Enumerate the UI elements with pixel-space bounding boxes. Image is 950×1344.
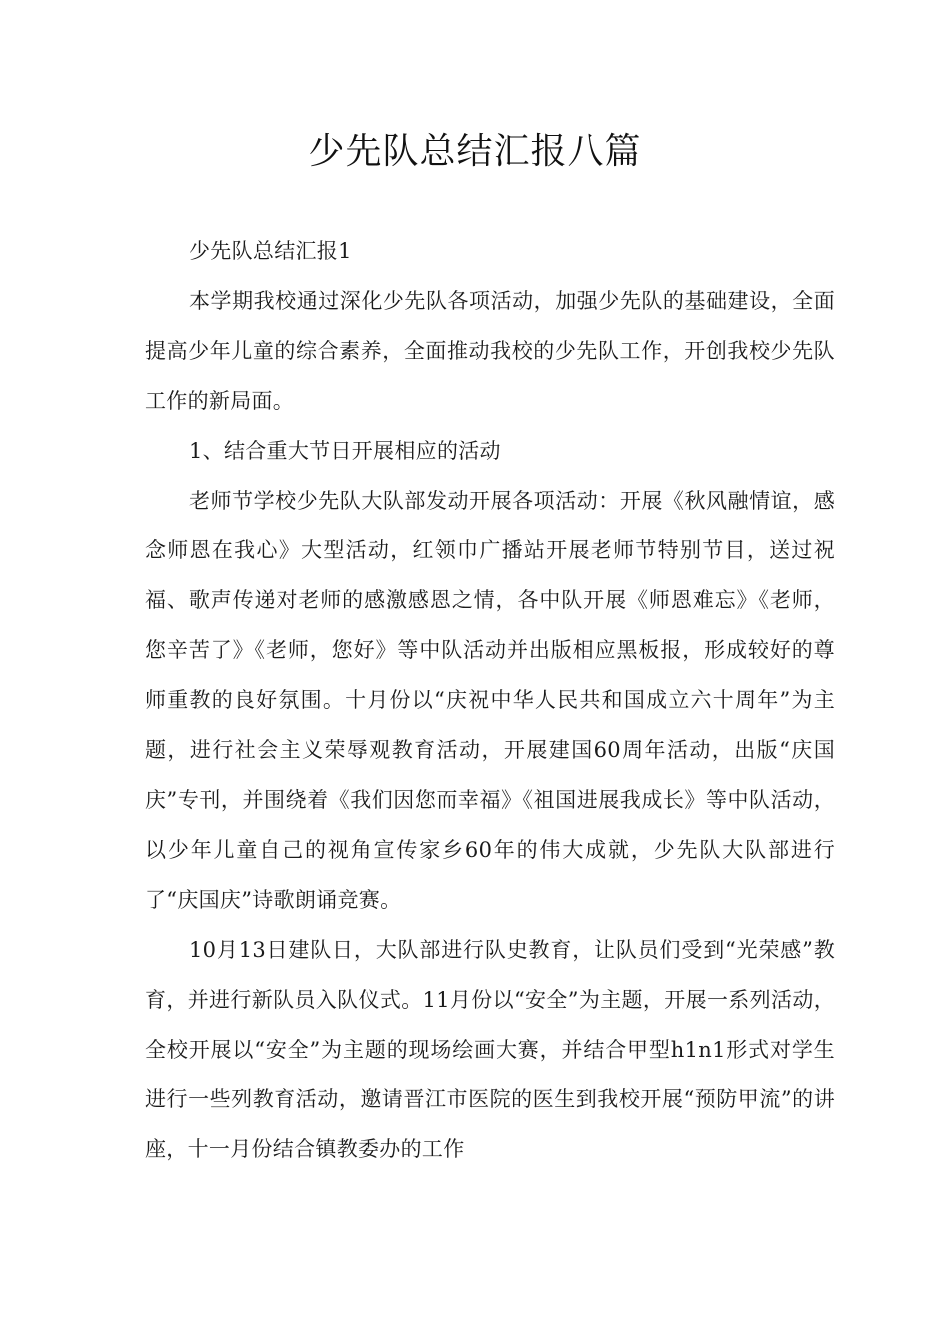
section-heading-report-1: 少先队总结汇报1 [189,239,352,263]
document-body [145,227,835,1175]
founding-day-paragraph: 10月13日建队日，大队部进行队史教育，让队员们受到“光荣感”教育，并进行新队员入队仪式。11月份以“安全”为主题，开展一系列活动，全校开展以“安全”为主题的现场绘画大赛，并结合甲型h1n1形式对学生进行一些列教育活动，邀请晋江市医院的医生到我校开展“预防甲流”的讲座，十一月份结合镇教委办的工作 [145,937,835,1162]
item-heading-1: 1、结合重大节日开展相应的活动 [189,438,501,463]
intro-paragraph: 本学期我校通过深化少先队各项活动，加强少先队的基础建设，全面提高少年儿童的综合素养，全面推动我校的少先队工作，开创我校少先队工作的新局面。 [145,288,835,413]
teachers-day-paragraph: 老师节学校少先队大队部发动开展各项活动：开展《秋风融情谊，感念师恩在我心》大型活动，红领巾广播站开展老师节特别节目，送过祝福、歌声传递对老师的感激感恩之情，各中队开展《师恩难忘》《老师，您辛苦了》《老师，您好》等中队活动并出版相应黑板报，形成较好的尊师重教的良好氛围。十月份以“庆祝中华人民共和国成立六十周年”为主题，进行社会主义荣辱观教育活动，开展建国60周年活动，出版“庆国庆”专刊，并围绕着《我们因您而幸福》《祖国进展我成长》等中队活动，以少年儿童自己的视角宣传家乡60年的伟大成就，少先队大队部进行了“庆国庆”诗歌朗诵竞赛。 [145,488,835,912]
document-title: 少先队总结汇报八篇 [308,131,642,172]
